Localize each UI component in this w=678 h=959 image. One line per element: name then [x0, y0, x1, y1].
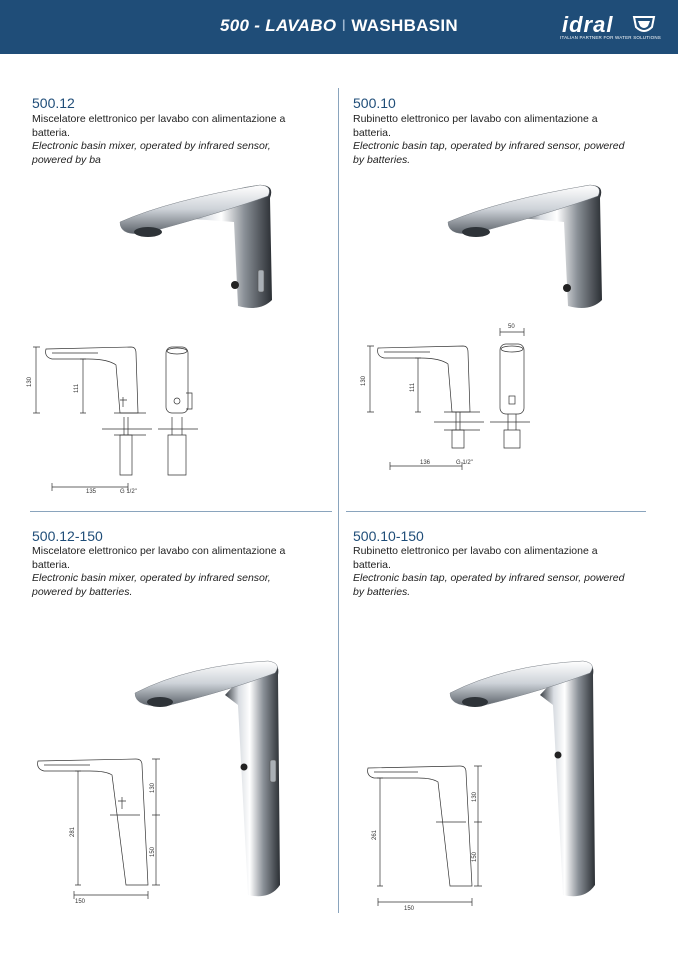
- dim-thread: G 1/2": [456, 460, 473, 466]
- technical-drawing-tap: [350, 318, 540, 468]
- dim-height-top: 130: [472, 791, 478, 802]
- title-separator: I: [341, 16, 347, 35]
- product-photo-tap: [440, 180, 620, 315]
- description-italian: Miscelatore elettronico per lavabo con alimentazione a batteria.: [32, 545, 286, 571]
- product-description: [353, 113, 628, 167]
- description-english: Electronic basin tap, operated by infrared sensor, powered by batteries.: [353, 140, 625, 166]
- description-english: Electronic basin mixer, operated by infrared sensor, powered by batteries.: [32, 572, 271, 598]
- description-english: Electronic basin mixer, operated by infrared sensor, powered by ba: [32, 140, 271, 166]
- dim-reach: 136: [420, 460, 431, 466]
- description-italian: Rubinetto elettronico per lavabo con alimentazione a batteria.: [353, 545, 598, 571]
- product-description: [353, 545, 628, 599]
- page-header: [0, 0, 678, 54]
- product-code: 500.12-150: [32, 528, 103, 544]
- logo-tagline: ITALIAN PARTNER FOR WATER SOLUTIONS: [560, 35, 662, 40]
- horizontal-divider-left: [30, 511, 332, 512]
- dim-height-total: 130: [27, 376, 33, 387]
- horizontal-divider-right: [346, 511, 646, 512]
- dim-thread: G 1/2": [120, 489, 137, 495]
- dim-height-top: 130: [150, 782, 156, 793]
- product-description: [32, 545, 307, 599]
- brand-logo: [560, 12, 660, 44]
- description-italian: Rubinetto elettronico per lavabo con alimentazione a batteria.: [353, 113, 598, 139]
- description-italian: Miscelatore elettronico per lavabo con alimentazione a batteria.: [32, 113, 286, 139]
- title-italian: 500 - LAVABO: [220, 16, 337, 35]
- dim-reach: 150: [404, 906, 415, 912]
- product-description: [32, 113, 307, 167]
- dim-height-bottom: 150: [472, 851, 478, 862]
- dim-height-spout: 111: [74, 383, 80, 393]
- dim-height-total: 130: [361, 375, 367, 386]
- product-code: 500.10: [353, 95, 396, 111]
- dim-height-spout: 111: [410, 382, 416, 392]
- logo-shield-icon: [632, 15, 656, 35]
- title-english: WASHBASIN: [351, 16, 458, 35]
- logo-wordmark: idral: [562, 12, 614, 37]
- technical-drawing-tall-tap: [362, 762, 492, 912]
- technical-drawing-tall-mixer: [30, 755, 170, 905]
- dim-height-total: 281: [70, 826, 76, 837]
- dim-reach: 150: [75, 899, 86, 905]
- dim-reach: 135: [86, 489, 97, 495]
- technical-drawing-mixer: [28, 335, 208, 500]
- dim-height-bottom: 150: [150, 846, 156, 857]
- dim-height-total: 261: [372, 829, 378, 840]
- dim-width: 50: [508, 324, 515, 330]
- description-english: Electronic basin tap, operated by infrared sensor, powered by batteries.: [353, 572, 625, 598]
- vertical-divider: [338, 88, 339, 913]
- product-code: 500.12: [32, 95, 75, 111]
- product-photo-mixer: [110, 180, 290, 315]
- product-code: 500.10-150: [353, 528, 424, 544]
